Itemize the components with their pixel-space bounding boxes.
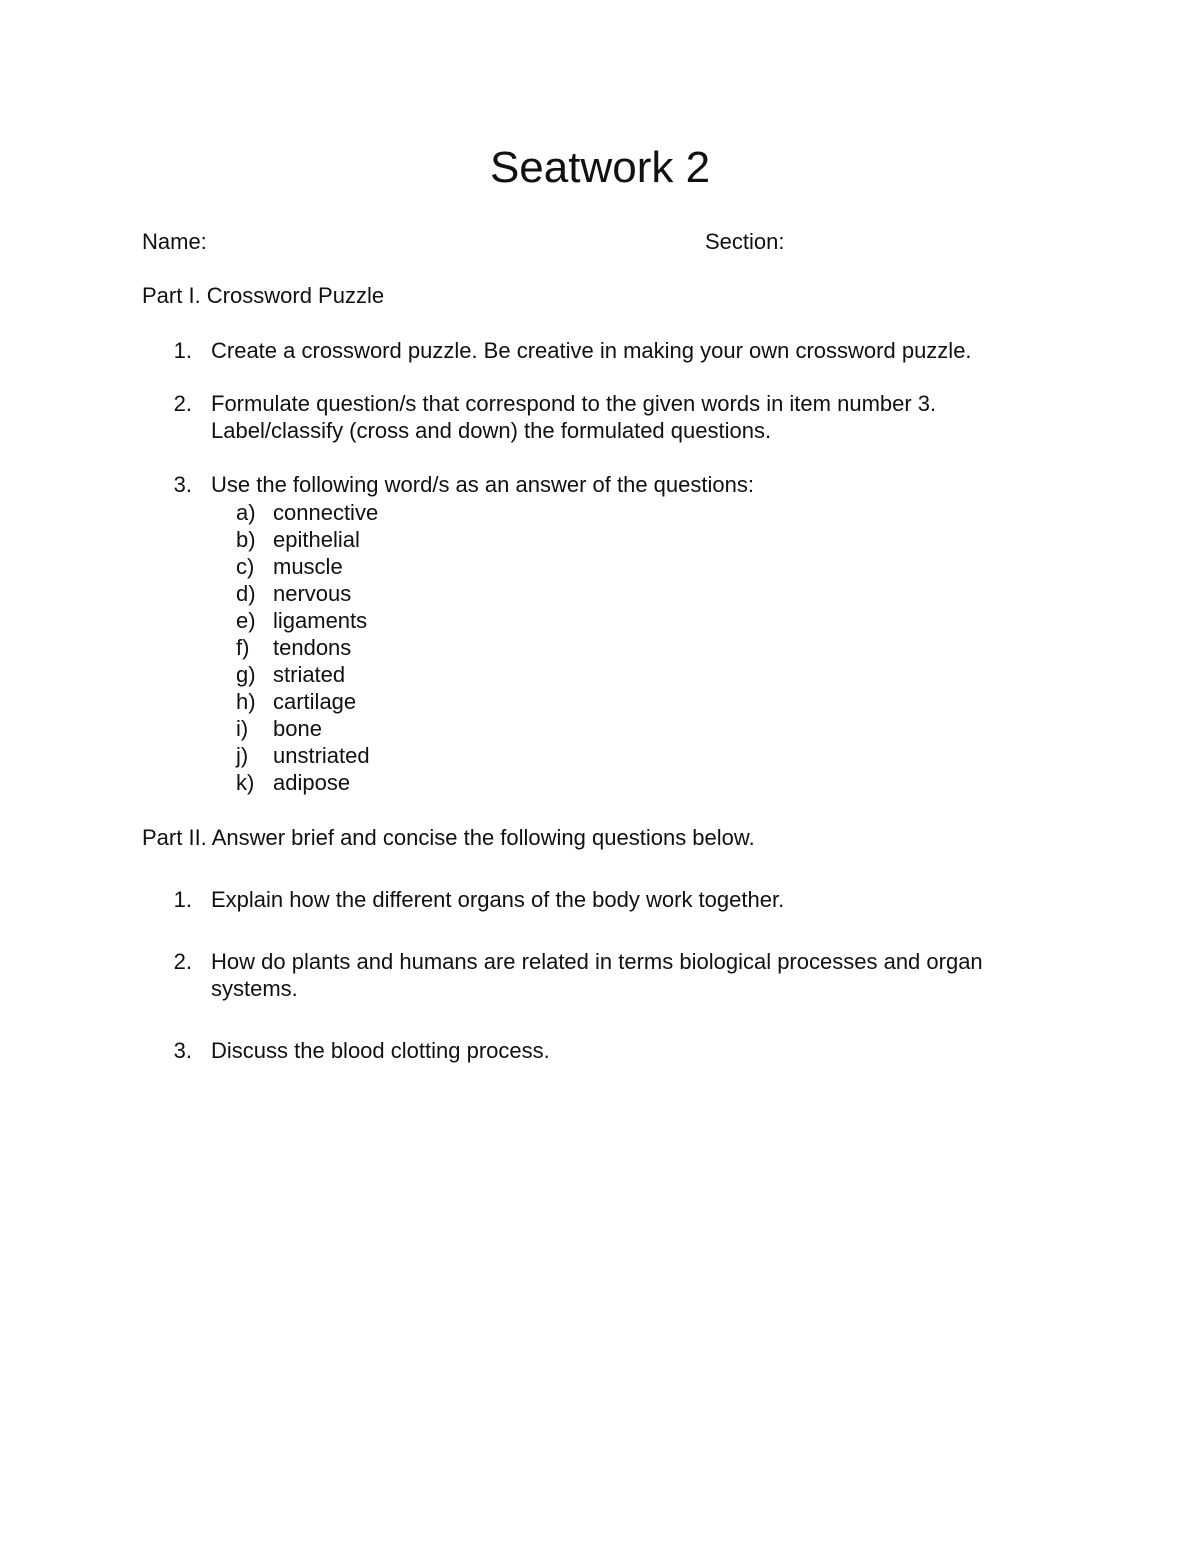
word-letter-h: h) xyxy=(236,689,256,714)
part2-item-1-text: Explain how the different organs of the body work together. xyxy=(211,887,785,912)
word-epithelial: epithelial xyxy=(273,527,360,552)
word-letter-f: f) xyxy=(236,635,250,660)
word-tendons: tendons xyxy=(273,635,352,660)
part2-heading: Part II. Answer brief and concise the following questions below. xyxy=(142,825,755,850)
word-letter-d: d) xyxy=(236,581,256,606)
part1-item-1-number: 1. xyxy=(173,338,192,363)
word-cartilage: cartilage xyxy=(273,689,357,714)
word-connective: connective xyxy=(273,500,379,525)
page-title: Seatwork 2 xyxy=(489,143,711,192)
word-letter-g: g) xyxy=(236,662,256,687)
word-bone: bone xyxy=(273,716,322,741)
part2-item-3-text: Discuss the blood clotting process. xyxy=(211,1038,550,1063)
word-letter-i: i) xyxy=(236,716,249,741)
word-letter-a: a) xyxy=(236,500,256,525)
word-muscle: muscle xyxy=(273,554,343,579)
word-striated: striated xyxy=(273,662,346,687)
part1-item-3-text: Use the following word/s as an answer of the questions: xyxy=(211,472,754,497)
word-letter-k: k) xyxy=(236,770,255,795)
word-adipose: adipose xyxy=(273,770,351,795)
part1-item-3-number: 3. xyxy=(173,472,192,497)
word-letter-e: e) xyxy=(236,608,256,633)
part1-item-2-text-line-2: Label/classify (cross and down) the formulated questions. xyxy=(211,418,772,443)
word-letter-b: b) xyxy=(236,527,256,552)
part1-item-2-number: 2. xyxy=(173,391,192,416)
word-letter-c: c) xyxy=(236,554,255,579)
word-nervous: nervous xyxy=(273,581,352,606)
part2-item-2-number: 2. xyxy=(173,949,192,974)
part2-item-2-text-line-1: How do plants and humans are related in terms biological processes and organ xyxy=(211,949,983,974)
part2-item-3-number: 3. xyxy=(173,1038,192,1063)
name-label: Name: xyxy=(142,229,207,254)
part1-item-2-text-line-1: Formulate question/s that correspond to the given words in item number 3. xyxy=(211,391,937,416)
section-label: Section: xyxy=(705,229,785,254)
word-letter-j: j) xyxy=(236,743,249,768)
part1-item-1-text: Create a crossword puzzle. Be creative in making your own crossword puzzle. xyxy=(211,338,972,363)
word-ligaments: ligaments xyxy=(273,608,368,633)
part2-item-2-text-line-2: systems. xyxy=(211,976,298,1001)
part2-item-1-number: 1. xyxy=(173,887,192,912)
part1-heading: Part I. Crossword Puzzle xyxy=(142,283,385,308)
word-unstriated: unstriated xyxy=(273,743,370,768)
